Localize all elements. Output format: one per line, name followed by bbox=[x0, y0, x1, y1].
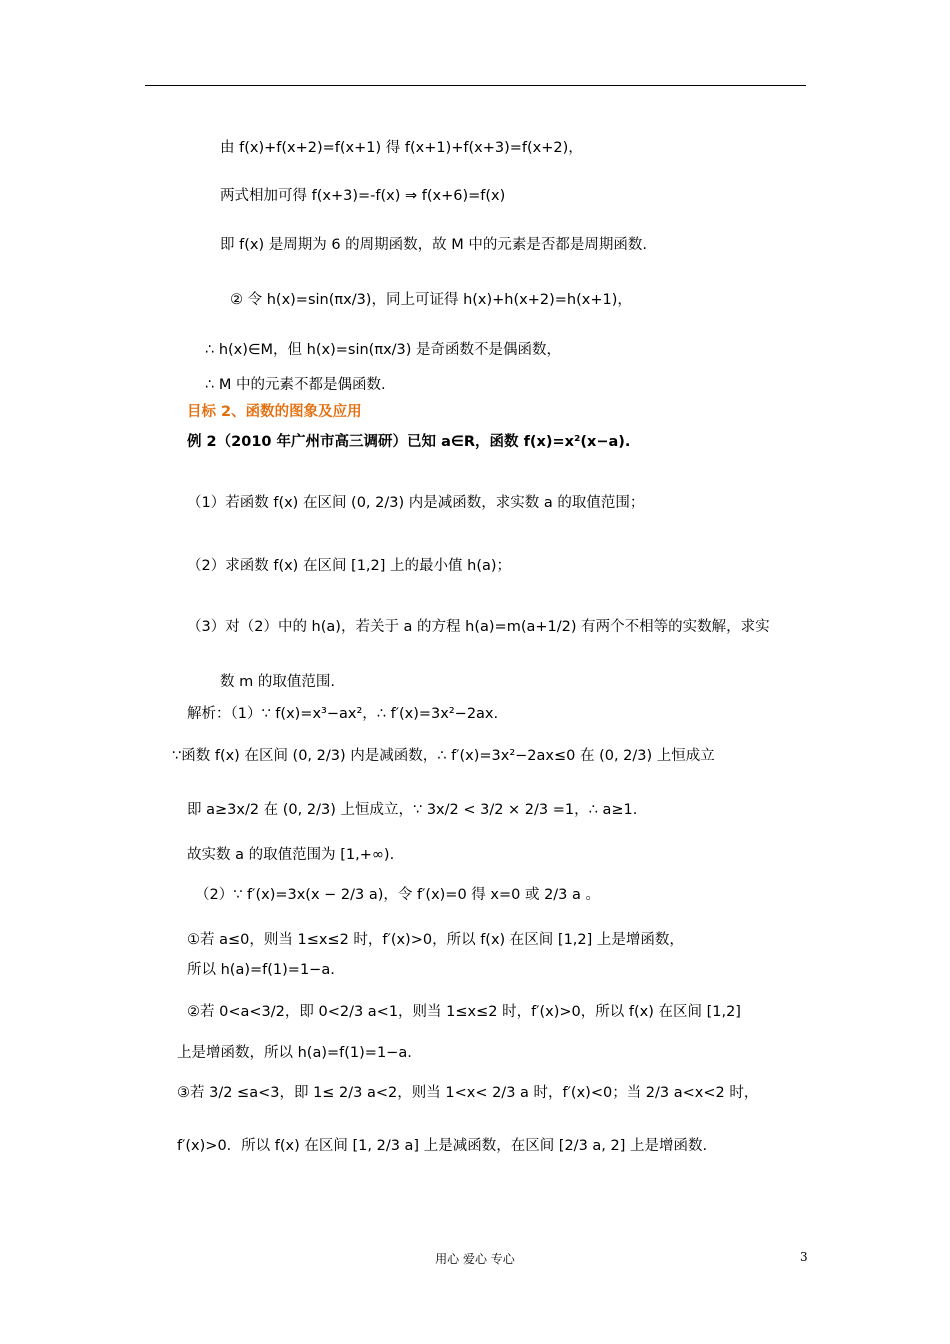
text-line: 所以 h(a)=f(1)=1−a. bbox=[187, 962, 335, 978]
example-heading: 例 2（2010 年广州市高三调研）已知 a∈R，函数 f(x)=x²(x−a). bbox=[187, 434, 631, 450]
text-line: ①若 a≤0，则当 1≤x≤2 时，f′(x)>0，所以 f(x) 在区间 [1,2] 上是增函数， bbox=[187, 932, 684, 948]
page-footer: 用心 爱心 专心 bbox=[435, 1252, 515, 1266]
text-line: 由 f(x)+f(x+2)=f(x+1) 得 f(x+1)+f(x+3)=f(x+2)， bbox=[220, 140, 583, 156]
text-line: 即 a≥3x/2 在 (0, 2/3) 上恒成立，∵ 3x/2 < 3/2 × 2/3 =1，∴ a≥1. bbox=[187, 802, 638, 818]
text-line: ∵函数 f(x) 在区间 (0, 2/3) 内是减函数，∴ f′(x)=3x²−2ax≤0 在 (0, 2/3) 上恒成立 bbox=[172, 748, 715, 764]
text-line: （1）若函数 f(x) 在区间 (0, 2/3) 内是减函数，求实数 a 的取值范围； bbox=[187, 495, 645, 511]
text-line: ③若 3/2 ≤a<3，即 1≤ 2/3 a<2，则当 1<x< 2/3 a 时，f′(x)<0；当 2/3 a<x<2 时， bbox=[177, 1085, 759, 1101]
header-rule bbox=[145, 85, 806, 86]
page-number: 3 bbox=[800, 1250, 808, 1264]
text-line: 数 m 的取值范围. bbox=[220, 674, 335, 690]
section-heading: 目标 2、函数的图象及应用 bbox=[187, 404, 362, 420]
text-line: 两式相加可得 f(x+3)=-f(x) ⇒ f(x+6)=f(x) bbox=[220, 188, 506, 204]
text-line: f′(x)>0．所以 f(x) 在区间 [1, 2/3 a] 上是减函数，在区间 [2/3 a, 2] 上是增函数. bbox=[177, 1138, 708, 1154]
text-line: ∴ M 中的元素不都是偶函数. bbox=[205, 377, 386, 393]
text-line: （2）求函数 f(x) 在区间 [1,2] 上的最小值 h(a)； bbox=[187, 558, 512, 574]
text-line: （2）∵ f′(x)=3x(x − 2/3 a)，令 f′(x)=0 得 x=0 或 2/3 a 。 bbox=[195, 887, 601, 903]
text-line: ∴ h(x)∈M，但 h(x)=sin(πx/3) 是奇函数不是偶函数， bbox=[205, 342, 562, 358]
text-line: 即 f(x) 是周期为 6 的周期函数，故 M 中的元素是否都是周期函数. bbox=[220, 237, 647, 253]
solution-line: 解析：（1）∵ f(x)=x³−ax²，∴ f′(x)=3x²−2ax. bbox=[187, 706, 499, 722]
text-line: 故实数 a 的取值范围为 [1,+∞). bbox=[187, 847, 395, 863]
text-line: ②若 0<a<3/2，即 0<2/3 a<1，则当 1≤x≤2 时，f′(x)>0，所以 f(x) 在区间 [1,2] bbox=[187, 1004, 741, 1020]
text-line: ② 令 h(x)=sin(πx/3)，同上可证得 h(x)+h(x+2)=h(x+1)， bbox=[230, 292, 632, 308]
text-line: （3）对（2）中的 h(a)，若关于 a 的方程 h(a)=m(a+1/2) 有两个不相等的实数解，求实 bbox=[187, 619, 770, 635]
text-line: 上是增函数，所以 h(a)=f(1)=1−a. bbox=[177, 1045, 412, 1061]
